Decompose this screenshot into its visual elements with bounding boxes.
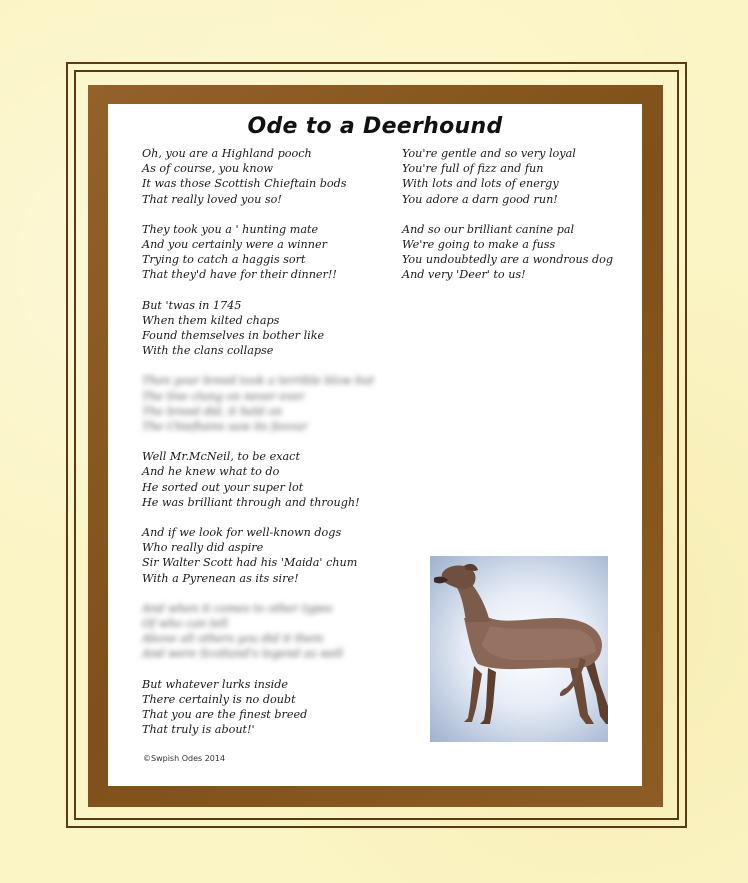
verse-line: He was brilliant through and through! — [142, 495, 360, 509]
verse-line: Above all others you did it them — [142, 632, 324, 646]
verse-line: The Chieftains saw its favour — [142, 420, 308, 434]
stanza — [402, 222, 632, 283]
verse-line: There certainly is no doubt — [142, 692, 296, 706]
verse-line: With the clans collapse — [142, 344, 274, 358]
verse-line: Sir Walter Scott had his 'Maida' chum — [142, 556, 358, 570]
verse-line: And when it comes to other types — [142, 601, 333, 615]
verse-line: Found themselves in bother like — [142, 329, 325, 343]
stanza — [142, 677, 382, 738]
stanza — [402, 146, 632, 207]
verse-line: With lots and lots of energy — [402, 177, 559, 191]
stanza — [142, 525, 382, 586]
verse-line: We're going to make a fuss — [402, 238, 556, 252]
verse-line: You're full of fizz and fun — [402, 162, 544, 176]
verse-line: You adore a darn good run! — [402, 192, 558, 206]
verse-line: But 'twas in 1745 — [142, 298, 242, 312]
verse-line: You're gentle and so very loyal — [402, 147, 576, 160]
poem-page — [108, 104, 642, 786]
verse-line: And if we look for well-known dogs — [142, 526, 342, 540]
deerhound-illustration — [430, 556, 608, 742]
verse-line: As of course, you know — [142, 162, 273, 176]
verse-line: That really loved you so! — [142, 192, 282, 206]
stanza — [142, 222, 382, 283]
verse-line: Of who can tell — [142, 617, 228, 631]
copyright-notice: ©Swpish Odes 2014 — [143, 754, 226, 763]
stanza — [142, 298, 382, 359]
verse-line: The line clung on never ever — [142, 389, 305, 403]
verse-line: And were Scotland's legend as well — [142, 647, 344, 661]
verse-line: With a Pyrenean as its sire! — [142, 571, 299, 585]
verse-line: Who really did aspire — [142, 541, 264, 555]
verse-line: Trying to catch a haggis sort — [142, 253, 306, 267]
verse-line: The breed did, it held on — [142, 404, 283, 418]
verse-line: Then your breed took a terrible blow but — [142, 374, 374, 388]
blurred-stanza — [142, 373, 382, 434]
verse-line: That truly is about!' — [142, 723, 255, 737]
verse-line: And so our brilliant canine pal — [402, 222, 575, 236]
right-column — [402, 146, 632, 298]
stanza — [142, 146, 382, 207]
verse-line: It was those Scottish Chieftain bods — [142, 177, 347, 191]
verse-line: He sorted out your super lot — [142, 480, 304, 494]
verse-line: Well Mr.McNeil, to be exact — [142, 450, 300, 464]
deerhound-photo — [430, 556, 608, 742]
verse-line: That they'd have for their dinner!! — [142, 268, 337, 282]
verse-line: And you certainly were a winner — [142, 238, 327, 252]
verse-line: You undoubtedly are a wondrous dog — [402, 253, 614, 267]
verse-line: And he knew what to do — [142, 465, 280, 479]
verse-line: They took you a ' hunting mate — [142, 222, 319, 236]
stanza — [142, 449, 382, 510]
poem-title: Ode to a Deerhound — [247, 114, 503, 139]
left-column — [142, 146, 382, 753]
verse-line: Oh, you are a Highland pooch — [142, 147, 312, 160]
verse-line: And very 'Deer' to us! — [402, 268, 526, 282]
verse-line: That you are the finest breed — [142, 708, 308, 722]
blurred-stanza — [142, 601, 382, 662]
verse-line: When them kilted chaps — [142, 313, 280, 327]
verse-line: But whatever lurks inside — [142, 677, 288, 691]
